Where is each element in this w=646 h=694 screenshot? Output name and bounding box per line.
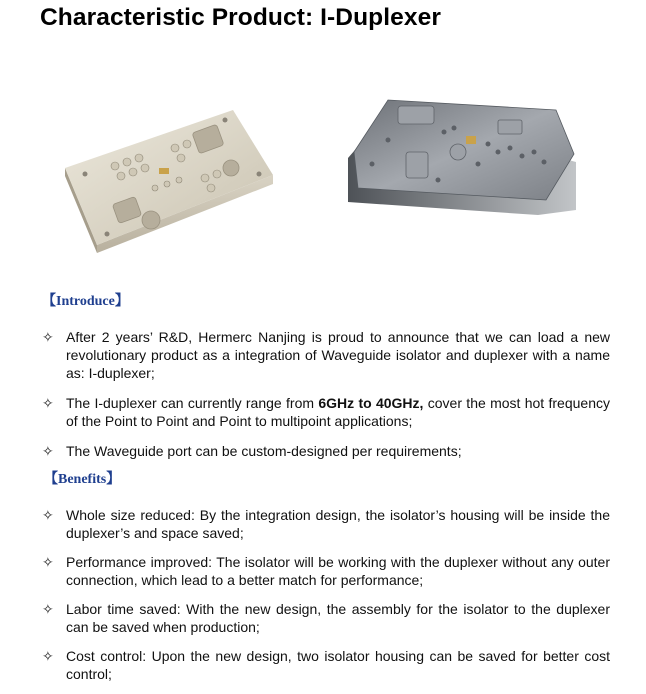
diamond-star-bullet-icon: ✧ [42, 648, 54, 664]
diamond-star-bullet-icon: ✧ [42, 554, 54, 570]
list-item [44, 600, 610, 636]
benefits-list [44, 506, 610, 694]
list-item [44, 506, 610, 542]
diamond-star-bullet-icon: ✧ [42, 443, 54, 459]
product-photo-light-duplexer [55, 108, 273, 253]
diamond-star-bullet-icon: ✧ [42, 329, 54, 345]
section-heading-benefits [44, 468, 120, 488]
bracket-right: 】 [106, 472, 121, 487]
diamond-star-bullet-icon: ✧ [42, 601, 54, 617]
bracket-right: 】 [114, 294, 129, 309]
diamond-star-bullet-icon: ✧ [42, 507, 54, 523]
section-heading-introduce [42, 290, 129, 310]
list-item-text-pre: The I-duplexer can currently range from [66, 395, 319, 411]
list-item-text: Cost control: Upon the new design, two isolator housing can be saved for better cost control; [66, 648, 610, 682]
frequency-range: 6GHz to 40GHz, [318, 395, 424, 411]
page-title: Characteristic Product: I-Duplexer [40, 4, 441, 31]
list-item-text: The Waveguide port can be custom-designed per requirements; [66, 443, 462, 459]
product-photo-dark-duplexer [348, 92, 576, 215]
bracket-left: 【 [44, 472, 58, 487]
list-item-text: Labor time saved: With the new design, the assembly for the isolator to the duplexer can be saved when production; [66, 601, 610, 635]
list-item-text: Performance improved: The isolator will be working with the duplexer without any outer connection, which lead to a better match for performance; [66, 554, 610, 588]
diamond-star-bullet-icon: ✧ [42, 395, 54, 411]
list-item [44, 553, 610, 589]
list-item-text: Whole size reduced: By the integration design, the isolator’s housing will be inside the duplexer’s and space saved; [66, 507, 610, 541]
list-item [44, 328, 610, 382]
list-item-text: After 2 years’ R&D, Hermerc Nanjing is proud to announce that we can load a new revolutionary product as a integration of Waveguide isolator and duplexer with a name as: I-duplexer; [66, 329, 610, 381]
bracket-left: 【 [42, 294, 56, 309]
introduce-list [44, 328, 610, 472]
section-heading-label: Benefits [58, 472, 107, 487]
list-item [44, 442, 610, 460]
section-heading-label: Introduce [56, 294, 115, 309]
list-item-text-post: cover the most hot frequency of the Point to Point and Point to multipoint applications; [66, 395, 610, 429]
list-item [44, 647, 610, 683]
list-item [44, 394, 610, 430]
